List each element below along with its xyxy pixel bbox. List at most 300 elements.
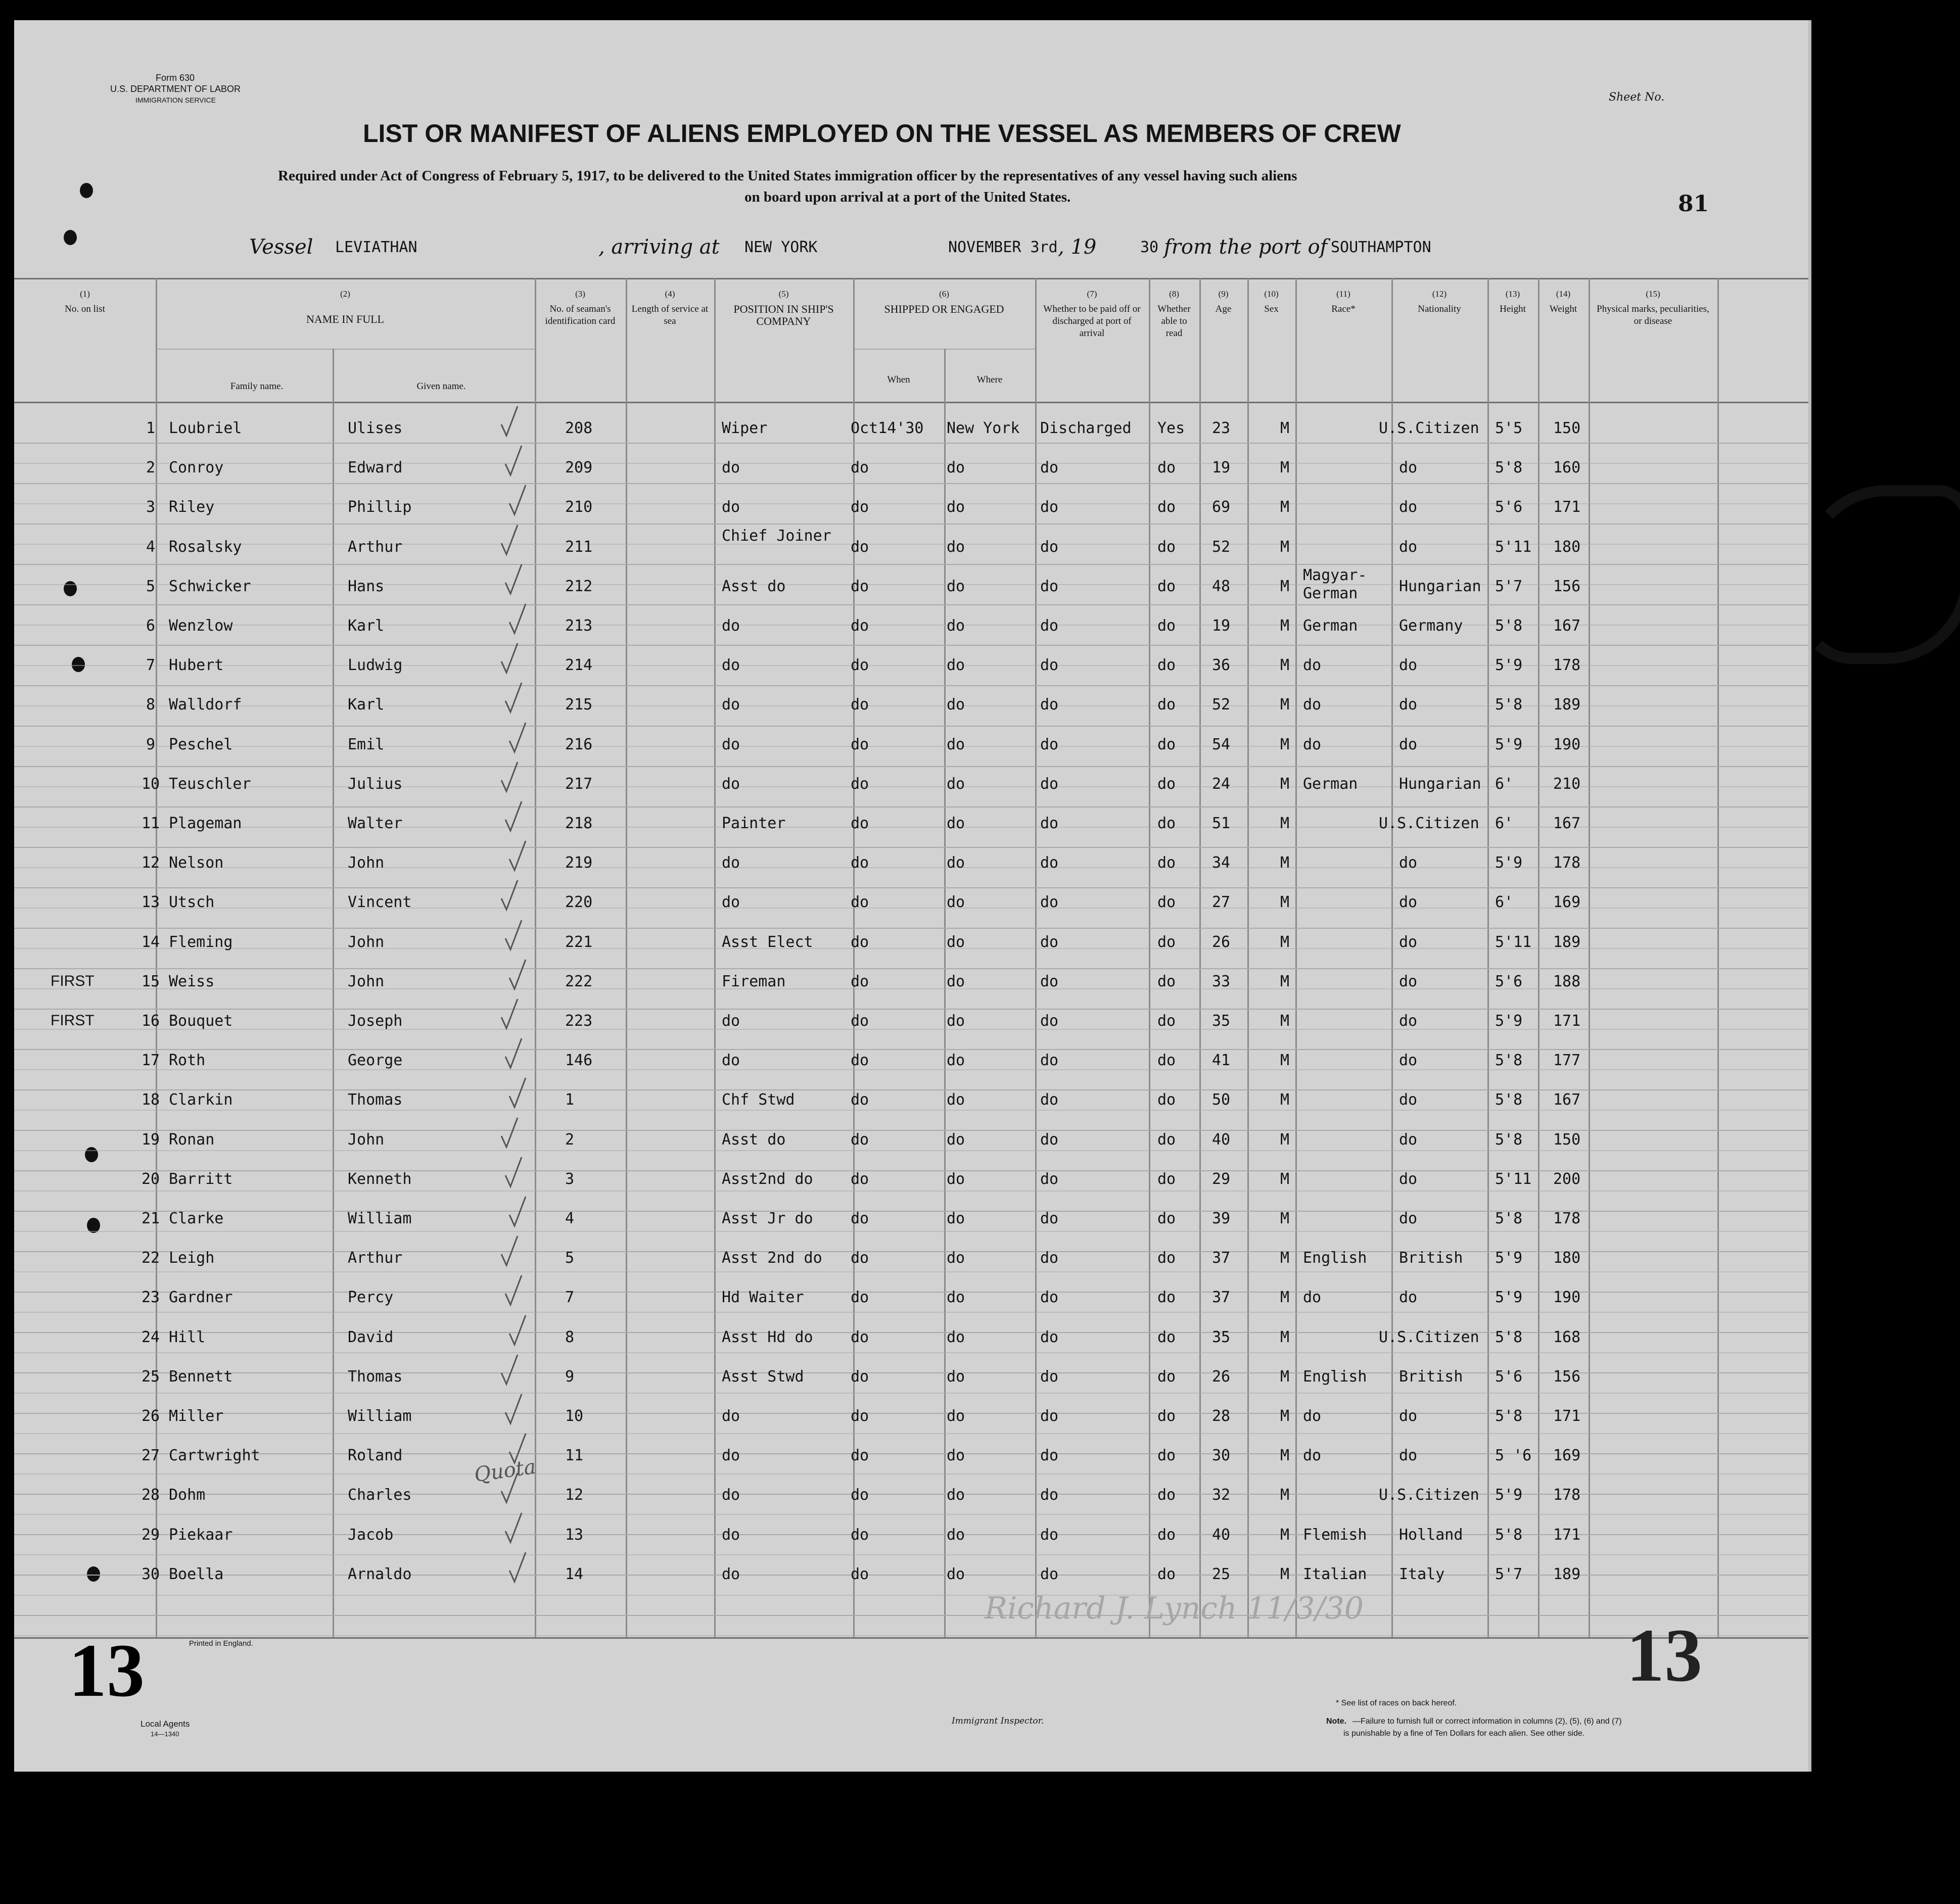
row-rule xyxy=(14,1110,1808,1111)
cell-no: 29 xyxy=(141,1526,160,1544)
from-port-label: from the port of xyxy=(1164,235,1328,259)
cell-position: do xyxy=(722,1447,740,1465)
cell-read: Yes xyxy=(1157,419,1185,437)
row-rule xyxy=(14,1292,1808,1293)
cell-when: do xyxy=(851,775,869,793)
cell-age: 25 xyxy=(1212,1565,1231,1583)
cell-nationality: do xyxy=(1399,854,1418,872)
cell-paid: do xyxy=(1040,1052,1059,1070)
row-rule xyxy=(14,705,1808,706)
cell-paid: do xyxy=(1040,1012,1059,1030)
cell-paid: do xyxy=(1040,815,1059,832)
cell-family: Cartwright xyxy=(169,1447,260,1465)
cell-paid: do xyxy=(1040,893,1059,912)
cell-given: William xyxy=(348,1210,412,1227)
row-rule xyxy=(14,908,1808,909)
cell-where: do xyxy=(947,1289,965,1307)
cell-height: 5'6 xyxy=(1495,1367,1523,1386)
row-rule xyxy=(14,1312,1808,1313)
column-header: NAME IN FULL xyxy=(306,313,384,325)
cell-nationality: Hungarian xyxy=(1399,775,1481,793)
cell-family: Hubert xyxy=(169,656,224,675)
cell-read: do xyxy=(1157,1486,1176,1504)
column-rule xyxy=(944,349,946,1637)
cell-race: do xyxy=(1303,656,1322,675)
cell-race: Magyar-German xyxy=(1303,566,1367,602)
cell-read: do xyxy=(1157,1526,1176,1544)
cell-height: 5'11 xyxy=(1495,933,1532,951)
cell-card: 4 xyxy=(565,1210,575,1227)
cell-read: do xyxy=(1157,933,1176,951)
cell-sex: M xyxy=(1280,1328,1290,1346)
punch-hole xyxy=(64,230,77,245)
local-agents-label: Local Agents xyxy=(141,1719,190,1729)
cell-card: 5 xyxy=(565,1249,575,1267)
cell-card: 2 xyxy=(565,1130,575,1149)
row-rule xyxy=(14,1514,1808,1515)
column-header: Length of service at sea xyxy=(631,304,709,326)
note-label: Note. xyxy=(1326,1717,1346,1726)
check-mark-icon xyxy=(503,444,524,479)
cell-read: do xyxy=(1157,1130,1176,1149)
cell-paid: do xyxy=(1040,1486,1059,1504)
row-rule xyxy=(14,1554,1808,1555)
cell-where: do xyxy=(947,538,965,556)
cell-weight: 180 xyxy=(1553,538,1581,556)
margin-note: FIRST xyxy=(51,972,95,989)
cell-read: do xyxy=(1157,1249,1176,1267)
cell-when: do xyxy=(851,1407,869,1425)
cell-paid: do xyxy=(1040,1328,1059,1346)
cell-weight: 160 xyxy=(1553,459,1581,477)
cell-weight: 210 xyxy=(1553,775,1581,793)
cell-height: 5'9 xyxy=(1495,1486,1523,1504)
column-number: (15) xyxy=(1646,289,1660,299)
cell-position: do xyxy=(722,775,740,793)
cell-paid: do xyxy=(1040,577,1059,595)
cell-age: 35 xyxy=(1212,1012,1231,1030)
cell-no: 21 xyxy=(141,1210,160,1227)
cell-card: 216 xyxy=(565,735,593,753)
cell-age: 37 xyxy=(1212,1249,1231,1267)
cell-card: 208 xyxy=(565,419,593,437)
cell-paid: do xyxy=(1040,1091,1059,1109)
row-rule xyxy=(14,786,1808,787)
cell-family: Clarkin xyxy=(169,1091,233,1109)
cell-no: 13 xyxy=(141,893,160,912)
cell-family: Loubriel xyxy=(169,419,242,437)
cell-where: do xyxy=(947,1526,965,1544)
cell-sex: M xyxy=(1280,1289,1290,1307)
cell-age: 52 xyxy=(1212,538,1231,556)
cell-read: do xyxy=(1157,696,1176,714)
check-mark-icon xyxy=(499,878,520,914)
cell-read: do xyxy=(1157,1289,1176,1307)
sheet-stamp-left: 13 xyxy=(69,1629,145,1712)
family-name-subheader: Family name. xyxy=(230,381,284,392)
cell-height: 5'9 xyxy=(1495,854,1523,872)
cell-card: 14 xyxy=(565,1565,584,1583)
cell-height: 5'8 xyxy=(1495,459,1523,477)
cell-height: 5'8 xyxy=(1495,1052,1523,1070)
cell-height: 5'9 xyxy=(1495,1289,1523,1307)
cell-card: 219 xyxy=(565,854,593,872)
cell-sex: M xyxy=(1280,419,1290,437)
cell-where: do xyxy=(947,498,965,516)
cell-age: 51 xyxy=(1212,815,1231,832)
cell-read: do xyxy=(1157,1170,1176,1188)
cell-card: 217 xyxy=(565,775,593,793)
cell-given: Karl xyxy=(348,617,385,635)
column-header: Height xyxy=(1500,304,1526,314)
cell-age: 48 xyxy=(1212,577,1231,595)
cell-when: do xyxy=(851,1170,869,1188)
cell-race: German xyxy=(1303,617,1358,635)
cell-card: 9 xyxy=(565,1367,575,1386)
cell-paid: do xyxy=(1040,617,1059,635)
cell-age: 69 xyxy=(1212,498,1231,516)
row-rule xyxy=(14,604,1808,605)
cell-sex: M xyxy=(1280,1091,1290,1109)
cell-read: do xyxy=(1157,735,1176,753)
cell-card: 220 xyxy=(565,893,593,912)
cell-height: 5'5 xyxy=(1495,419,1523,437)
row-rule xyxy=(14,1170,1808,1171)
cell-when: do xyxy=(851,893,869,912)
cell-position: Hd Waiter xyxy=(722,1289,804,1307)
cell-given: Edward xyxy=(348,459,403,477)
cell-height: 5'9 xyxy=(1495,656,1523,675)
cell-nationality: do xyxy=(1399,459,1418,477)
cell-when: do xyxy=(851,815,869,832)
cell-age: 54 xyxy=(1212,735,1231,753)
cell-when: do xyxy=(851,854,869,872)
cell-given: Arthur xyxy=(348,538,403,556)
row-rule xyxy=(14,1211,1808,1212)
cell-nationality: do xyxy=(1399,1091,1418,1109)
row-rule xyxy=(14,1473,1808,1474)
cell-sex: M xyxy=(1280,538,1290,556)
cell-given: Vincent xyxy=(348,893,412,912)
cell-weight: 189 xyxy=(1553,933,1581,951)
cell-family: Hill xyxy=(169,1328,206,1346)
cell-card: 221 xyxy=(565,933,593,951)
row-rule xyxy=(14,867,1808,868)
cell-position: Asst do xyxy=(722,1130,786,1149)
cell-nationality: do xyxy=(1399,1447,1418,1465)
cell-no: 18 xyxy=(141,1091,160,1109)
cell-family: Rosalsky xyxy=(169,538,242,556)
cell-when: do xyxy=(851,1447,869,1465)
row-rule xyxy=(14,564,1808,565)
row-rule xyxy=(14,1150,1808,1151)
cell-family: Teuschler xyxy=(169,775,251,793)
cell-given: Ludwig xyxy=(348,656,403,675)
cell-family: Peschel xyxy=(169,735,233,753)
row-rule xyxy=(14,1191,1808,1192)
cell-no: 27 xyxy=(141,1447,160,1465)
cell-paid: do xyxy=(1040,1170,1059,1188)
row-rule xyxy=(14,1494,1808,1495)
cell-family: Miller xyxy=(169,1407,224,1425)
cell-sex: M xyxy=(1280,656,1290,675)
cell-where: do xyxy=(947,1249,965,1267)
cell-no: 1 xyxy=(146,419,156,437)
cell-where: New York xyxy=(947,419,1020,437)
cell-height: 5'11 xyxy=(1495,1170,1532,1188)
check-mark-icon xyxy=(507,483,528,518)
cell-family: Leigh xyxy=(169,1249,215,1267)
cell-sex: M xyxy=(1280,1170,1290,1188)
cell-position: do xyxy=(722,656,740,675)
cell-height: 5'6 xyxy=(1495,498,1523,516)
cell-weight: 178 xyxy=(1553,854,1581,872)
cell-paid: do xyxy=(1040,696,1059,714)
cell-weight: 189 xyxy=(1553,696,1581,714)
cell-position: Chf Stwd xyxy=(722,1091,795,1109)
cell-where: do xyxy=(947,1447,965,1465)
cell-height: 5 '6 xyxy=(1495,1447,1532,1465)
cell-weight: 188 xyxy=(1553,972,1581,990)
cell-height: 5'6 xyxy=(1495,972,1523,990)
cell-height: 5'8 xyxy=(1495,1210,1523,1227)
cell-card: 1 xyxy=(565,1091,575,1109)
cell-height: 5'9 xyxy=(1495,735,1523,753)
check-mark-icon xyxy=(503,1036,524,1072)
cell-nationality: British xyxy=(1399,1367,1463,1386)
column-number: (9) xyxy=(1218,289,1229,299)
cell-position: do xyxy=(722,893,740,912)
cell-race: do xyxy=(1303,696,1322,714)
cell-card: 210 xyxy=(565,498,593,516)
cell-where: do xyxy=(947,1130,965,1149)
cell-where: do xyxy=(947,775,965,793)
cell-paid: do xyxy=(1040,1289,1059,1307)
cell-height: 6' xyxy=(1495,815,1514,832)
check-mark-icon xyxy=(507,602,528,637)
row-rule xyxy=(14,645,1808,646)
cell-weight: 171 xyxy=(1553,1526,1581,1544)
row-rule xyxy=(14,847,1808,848)
cell-position: Painter xyxy=(722,815,786,832)
cell-when: do xyxy=(851,538,869,556)
check-mark-icon xyxy=(503,1511,524,1546)
cell-where: do xyxy=(947,1210,965,1227)
cell-given: Karl xyxy=(348,696,385,714)
punch-hole xyxy=(87,1566,100,1582)
punch-hole xyxy=(85,1147,98,1162)
row-rule xyxy=(14,463,1808,464)
cell-no: 19 xyxy=(141,1130,160,1149)
cell-paid: do xyxy=(1040,1565,1059,1583)
cell-paid: do xyxy=(1040,933,1059,951)
check-mark-icon xyxy=(507,1076,528,1111)
cell-family: Conroy xyxy=(169,459,224,477)
cell-nationality: do xyxy=(1399,735,1418,753)
cell-weight: 167 xyxy=(1553,1091,1581,1109)
cell-paid: do xyxy=(1040,459,1059,477)
check-mark-icon xyxy=(503,681,524,716)
check-mark-icon xyxy=(499,1234,520,1269)
row-rule xyxy=(14,1251,1808,1252)
cell-where: do xyxy=(947,1407,965,1425)
row-rule xyxy=(14,928,1808,929)
note-line-1: —Failure to furnish full or correct information in columns (2), (5), (6) and (7) xyxy=(1352,1717,1622,1726)
cell-nationality: U.S.Citizen xyxy=(1379,1486,1479,1504)
cell-paid: do xyxy=(1040,1210,1059,1227)
arrival-year: 30 xyxy=(1140,239,1159,256)
cell-nationality: do xyxy=(1399,1012,1418,1030)
inspector-signature: Richard J. Lynch 11/3/30 xyxy=(985,1591,1364,1626)
cell-no: 10 xyxy=(141,775,160,793)
cell-card: 213 xyxy=(565,617,593,635)
cell-family: Plageman xyxy=(169,815,242,832)
cell-race: do xyxy=(1303,1447,1322,1465)
column-header: Whether to be paid off or discharged at port of arrival xyxy=(1043,304,1141,339)
cell-nationality: U.S.Citizen xyxy=(1379,1328,1479,1346)
cell-race: do xyxy=(1303,1407,1322,1425)
cell-height: 5'7 xyxy=(1495,1565,1523,1583)
cell-family: Gardner xyxy=(169,1289,233,1307)
margin-note: FIRST xyxy=(51,1012,95,1029)
cell-no: 7 xyxy=(146,656,156,675)
arriving-label: , arriving at xyxy=(598,235,720,259)
cell-read: do xyxy=(1157,577,1176,595)
check-mark-icon xyxy=(499,997,520,1032)
check-mark-icon xyxy=(499,1116,520,1151)
row-rule xyxy=(14,1615,1808,1616)
cell-position: do xyxy=(722,1565,740,1583)
column-header: Sex xyxy=(1264,304,1279,314)
cell-given: John xyxy=(348,854,385,872)
cell-paid: do xyxy=(1040,498,1059,516)
cell-when: do xyxy=(851,656,869,675)
where-subheader: Where xyxy=(976,374,1003,385)
cell-position: do xyxy=(722,1052,740,1070)
divider xyxy=(14,1637,1808,1639)
cell-no: 25 xyxy=(141,1367,160,1386)
cell-given: Thomas xyxy=(348,1367,403,1386)
cell-weight: 178 xyxy=(1553,1210,1581,1227)
cell-when: do xyxy=(851,1012,869,1030)
cell-given: Walter xyxy=(348,815,403,832)
cell-nationality: Holland xyxy=(1399,1526,1463,1544)
cell-given: Roland xyxy=(348,1447,403,1465)
cell-given: Charles xyxy=(348,1486,412,1504)
cell-card: 212 xyxy=(565,577,593,595)
cell-no: 15 xyxy=(141,972,160,990)
cell-when: do xyxy=(851,1367,869,1386)
column-number: (4) xyxy=(665,289,675,299)
cell-height: 5'8 xyxy=(1495,1328,1523,1346)
cell-age: 26 xyxy=(1212,1367,1231,1386)
page-number: 81 xyxy=(1678,191,1709,217)
cell-where: do xyxy=(947,1565,965,1583)
cell-height: 5'11 xyxy=(1495,538,1532,556)
cell-when: do xyxy=(851,933,869,951)
cell-nationality: do xyxy=(1399,972,1418,990)
cell-paid: Discharged xyxy=(1040,419,1132,437)
cell-family: Walldorf xyxy=(169,696,242,714)
cell-age: 32 xyxy=(1212,1486,1231,1504)
cell-where: do xyxy=(947,1486,965,1504)
cell-age: 27 xyxy=(1212,893,1231,912)
given-name-subheader: Given name. xyxy=(416,381,466,392)
cell-when: do xyxy=(851,1565,869,1583)
cell-read: do xyxy=(1157,1407,1176,1425)
column-number: (14) xyxy=(1556,289,1571,299)
cell-given: John xyxy=(348,933,385,951)
cell-when: do xyxy=(851,1328,869,1346)
cell-weight: 156 xyxy=(1553,1367,1581,1386)
cell-height: 5'8 xyxy=(1495,696,1523,714)
cell-where: do xyxy=(947,933,965,951)
cell-card: 11 xyxy=(565,1447,584,1465)
row-rule xyxy=(14,827,1808,828)
check-mark-icon xyxy=(507,839,528,874)
cell-nationality: do xyxy=(1399,1210,1418,1227)
cell-weight: 171 xyxy=(1553,1407,1581,1425)
cell-position: do xyxy=(722,498,740,516)
cell-family: Bouquet xyxy=(169,1012,233,1030)
column-number: (7) xyxy=(1087,289,1097,299)
cell-nationality: do xyxy=(1399,1130,1418,1149)
column-header: Age xyxy=(1215,304,1232,314)
cell-read: do xyxy=(1157,1565,1176,1583)
cell-age: 24 xyxy=(1212,775,1231,793)
row-rule xyxy=(14,1393,1808,1394)
column-number: (6) xyxy=(939,289,949,299)
cell-given: Julius xyxy=(348,775,403,793)
row-rule xyxy=(14,1413,1808,1414)
row-rule xyxy=(14,625,1808,626)
row-rule xyxy=(14,1029,1808,1030)
cell-no: 5 xyxy=(146,577,156,595)
cell-where: do xyxy=(947,617,965,635)
row-rule xyxy=(14,1372,1808,1373)
cell-family: Wenzlow xyxy=(169,617,233,635)
row-rule xyxy=(14,766,1808,767)
row-rule xyxy=(14,503,1808,504)
check-mark-icon xyxy=(503,1273,524,1309)
row-rule xyxy=(14,1009,1808,1010)
cell-age: 52 xyxy=(1212,696,1231,714)
cell-position: Fireman xyxy=(722,972,786,990)
cell-family: Riley xyxy=(169,498,215,516)
cell-weight: 167 xyxy=(1553,617,1581,635)
row-rule xyxy=(14,523,1808,525)
row-rule xyxy=(14,1575,1808,1576)
cell-read: do xyxy=(1157,854,1176,872)
cell-family: Roth xyxy=(169,1052,206,1070)
cell-family: Nelson xyxy=(169,854,224,872)
punch-hole xyxy=(64,581,77,596)
check-mark-icon xyxy=(499,1353,520,1388)
cell-nationality: do xyxy=(1399,538,1418,556)
cell-card: 146 xyxy=(565,1052,593,1070)
cell-family: Boella xyxy=(169,1565,224,1583)
cell-where: do xyxy=(947,656,965,675)
cell-given: Percy xyxy=(348,1289,394,1307)
row-rule xyxy=(14,1534,1808,1535)
cell-weight: 169 xyxy=(1553,893,1581,912)
cell-paid: do xyxy=(1040,1249,1059,1267)
row-rule xyxy=(14,806,1808,807)
cell-position: Asst 2nd do xyxy=(722,1249,822,1267)
cell-height: 5'8 xyxy=(1495,1526,1523,1544)
cell-no: 6 xyxy=(146,617,156,635)
cell-weight: 200 xyxy=(1553,1170,1581,1188)
